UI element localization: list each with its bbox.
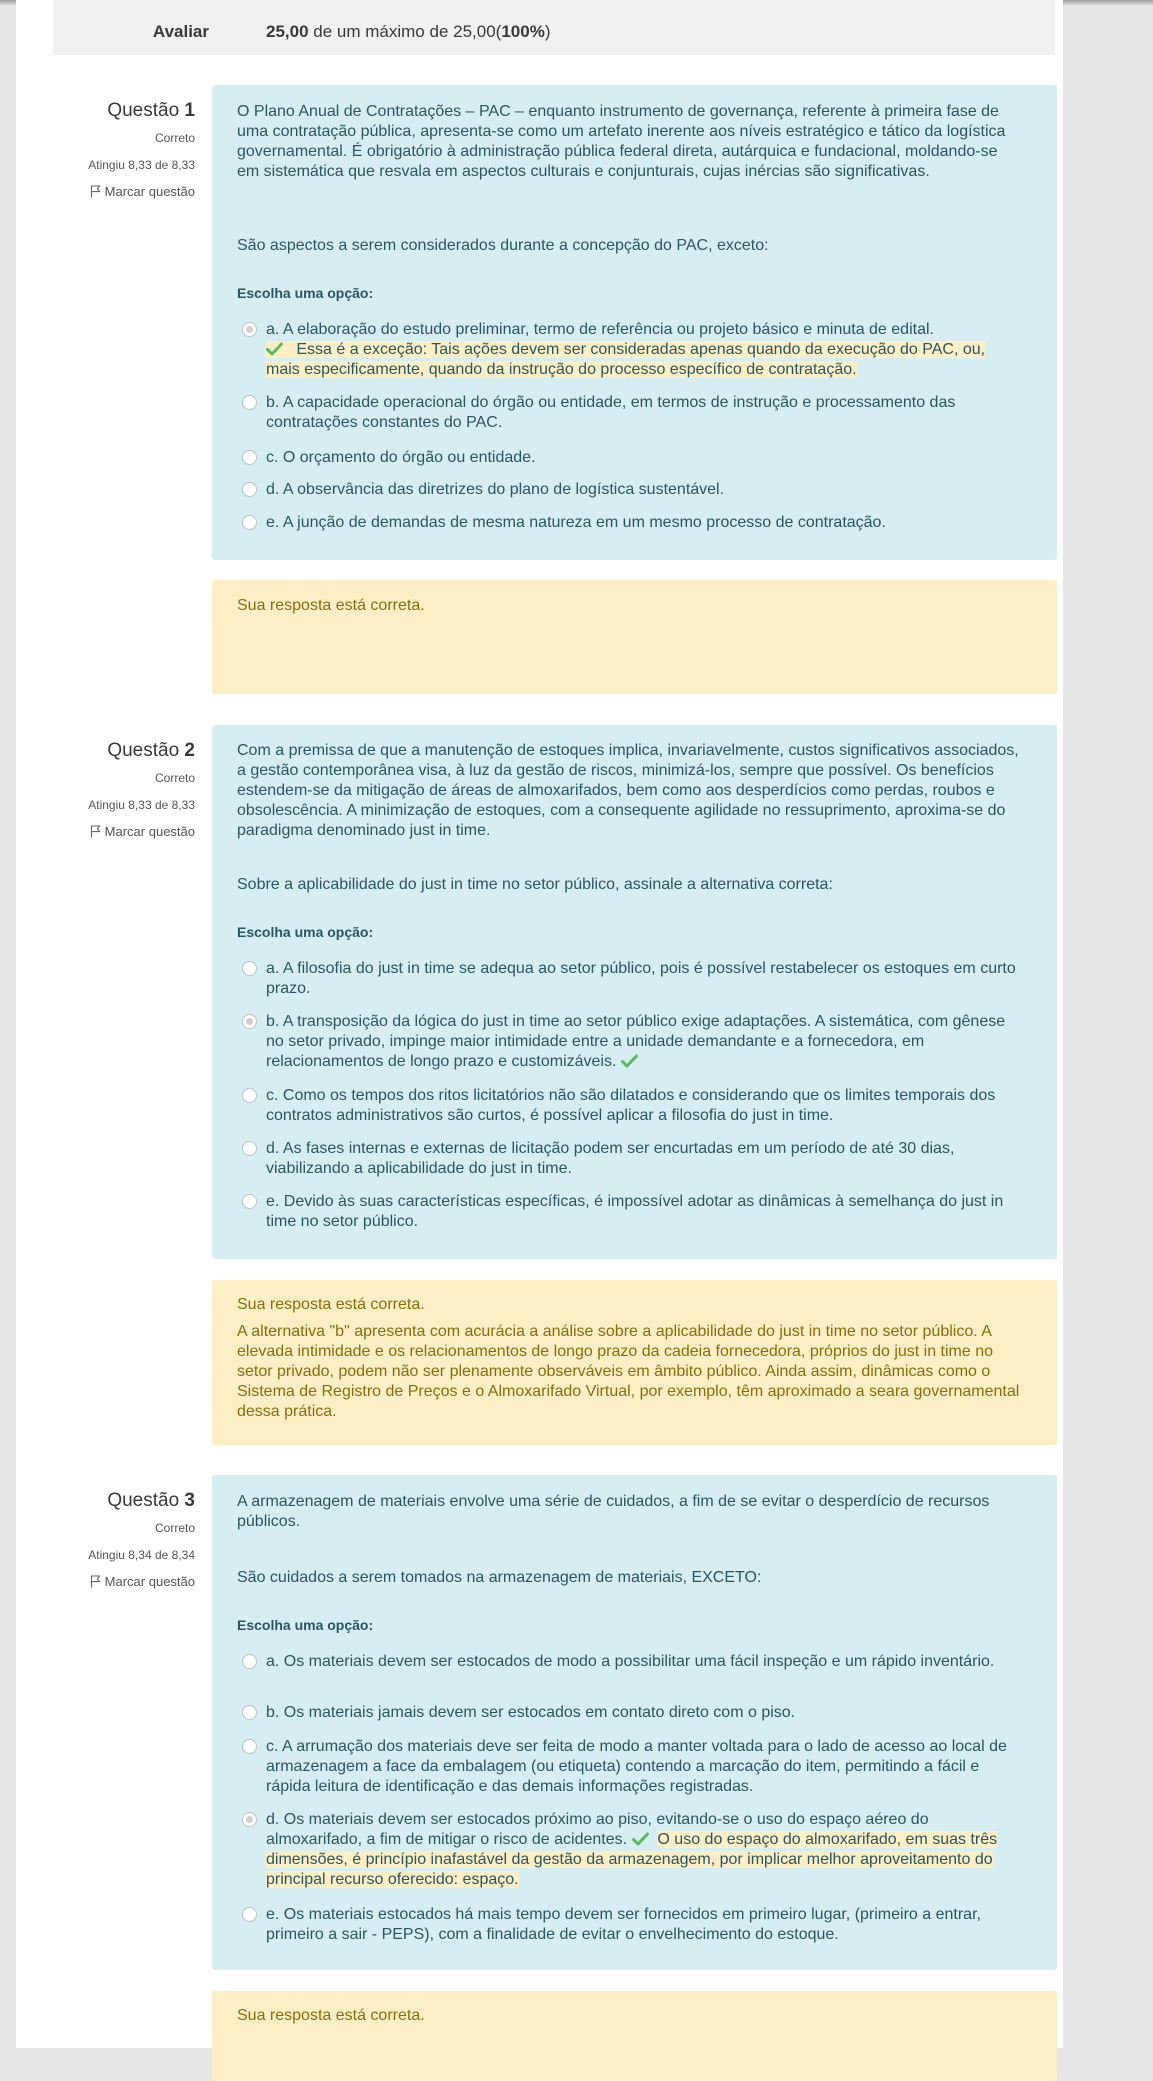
option-text	[266, 1810, 1022, 1890]
question-number-value: 3	[184, 1490, 195, 1511]
flag-icon	[90, 185, 101, 198]
question-prompt: Sobre a aplicabilidade do just in time no setor público, assinale a alternativa correta:	[237, 876, 833, 893]
option-text: b. A capacidade operacional do órgão ou entidade, em termos de instrução e processamento das contratações constantes do PAC.	[266, 394, 956, 431]
check-icon	[266, 342, 283, 356]
question-label: Questão	[107, 1490, 180, 1511]
question-text: O Plano Anual de Contratações – PAC – enquanto instrumento de governança, referente à primeira fase de uma contratação pública, apresenta-se como um artefato inerente aos níveis estratégico e tático da logística governamental. É obrigatório à administração pública federal direta, autárquica e fundacional, moldando-se em sistemática que resvala em aspectos culturais e conjunturais, cujas inércias são significativas.	[237, 103, 1006, 180]
option-radio[interactable]	[242, 961, 257, 976]
option-text: b. Os materiais jamais devem ser estocados em contato direto com o piso.	[266, 1704, 796, 1721]
choose-option-label: Escolha uma opção:	[237, 285, 374, 301]
option-radio[interactable]	[242, 1014, 257, 1029]
flag-question-link[interactable]	[16, 184, 195, 199]
question-grade: Atingiu 8,33 de 8,33	[88, 798, 195, 812]
question-content	[212, 725, 1057, 1259]
question-info	[16, 725, 195, 839]
quiz-review-page	[16, 0, 1063, 2048]
flag-question-label: Marcar questão	[104, 824, 195, 839]
question-prompt: São aspectos a serem considerados durante a concepção do PAC, exceto:	[237, 237, 769, 254]
option-text: d. A observância das diretrizes do plano de logística sustentável.	[266, 481, 725, 498]
option-feedback-text: Essa é a exceção: Tais ações devem ser consideradas apenas quando da execução do PAC, ou, mais especificamente, quando da instrução do processo específico de contratação.	[266, 341, 986, 378]
question-number	[16, 1490, 195, 1512]
flag-question-label: Marcar questão	[104, 1574, 195, 1589]
option-label: b. A transposição da lógica do just in time ao setor público exige adaptações. A sistemática, com gênese no setor privado, impinge maior intimidade entre a unidade demandante e a fornecedora, em relacionamentos de longo prazo e customizáveis.	[266, 1013, 1006, 1070]
feedback-general: A alternativa "b" apresenta com acurácia a análise sobre a aplicabilidade do just in time no setor público. A elevada intimidade e os relacionamentos de longo prazo da cadeia fornecedora, próprios do just in time no setor privado, podem não ser plenamente observáveis em âmbito público. Ainda assim, dinâmicas como o Sistema de Registro de Preços e o Almoxarifado Virtual, por exemplo, têm aproximado a seara governamental dessa prática.	[237, 1323, 1020, 1420]
option-radio[interactable]	[242, 1141, 257, 1156]
option-radio[interactable]	[242, 1705, 257, 1720]
question-grade: Atingiu 8,34 de 8,34	[88, 1548, 195, 1562]
option-feedback-text: O uso do espaço do almoxarifado, em suas três dimensões, é princípio inafastável da gestão da armazenagem, por implicar melhor aproveitamento do principal recurso oferecido: espaço.	[266, 1831, 998, 1888]
question-info	[16, 85, 195, 199]
option-radio[interactable]	[242, 1654, 257, 1669]
question-content	[212, 1475, 1057, 1970]
option-text	[266, 1012, 1022, 1072]
option-text	[266, 320, 1022, 380]
option-text: e. Devido às suas características específicas, é impossível adotar as dinâmicas à semelhança do just in time no setor público.	[266, 1193, 1004, 1230]
option-text: c. A arrumação dos materiais deve ser feita de modo a manter voltada para o lado de acesso ao local de armazenagem a face da embalagem (ou etiqueta) contendo a marcação do item, permitindo a fácil e rápida leitura de identificação e das demais informações registradas.	[266, 1738, 1007, 1795]
feedback-correct: Sua resposta está correta.	[237, 1296, 425, 1313]
question-label: Questão	[107, 100, 180, 121]
option-radio[interactable]	[242, 450, 257, 465]
question-text: A armazenagem de materiais envolve uma série de cuidados, a fim de se evitar o desperdício de recursos públicos.	[237, 1493, 990, 1530]
check-icon	[621, 1054, 638, 1068]
question-info	[16, 1475, 195, 1589]
option-label: a. A elaboração do estudo preliminar, termo de referência ou projeto básico e minuta de edital.	[266, 321, 934, 338]
option-text: a. Os materiais devem ser estocados de modo a possibilitar uma fácil inspeção e um rápido inventário.	[266, 1653, 995, 1670]
option-radio[interactable]	[242, 322, 257, 337]
grade-value	[266, 22, 550, 42]
question-prompt: São cuidados a serem tomados na armazenagem de materiais, EXCETO:	[237, 1569, 762, 1586]
check-icon	[632, 1832, 649, 1846]
option-text: c. O orçamento do órgão ou entidade.	[266, 449, 536, 466]
question-label: Questão	[107, 740, 180, 761]
grade-percent: 100%	[501, 22, 545, 41]
question-feedback	[212, 580, 1057, 694]
option-feedback	[266, 341, 985, 378]
option-radio[interactable]	[242, 1907, 257, 1922]
flag-icon	[90, 825, 101, 838]
question-number	[16, 740, 195, 762]
question-feedback	[212, 1280, 1057, 1445]
option-text: e. A junção de demandas de mesma natureza em um mesmo processo de contratação.	[266, 514, 886, 531]
question-grade: Atingiu 8,33 de 8,33	[88, 158, 195, 172]
flag-question-link[interactable]	[16, 824, 195, 839]
question-number-value: 1	[184, 100, 195, 121]
question-number	[16, 100, 195, 122]
option-radio[interactable]	[242, 1088, 257, 1103]
question-feedback	[212, 1991, 1057, 2081]
choose-option-label: Escolha uma opção:	[237, 1617, 374, 1633]
option-text: a. A filosofia do just in time se adequa ao setor público, pois é possível restabelecer os estoques em curto prazo.	[266, 960, 1016, 997]
choose-option-label: Escolha uma opção:	[237, 924, 374, 940]
option-radio[interactable]	[242, 482, 257, 497]
question-text: Com a premissa de que a manutenção de estoques implica, invariavelmente, custos significativos associados, a gestão contemporânea visa, à luz da gestão de riscos, minimizá-los, sempre que possível. Os benefícios estendem-se da mitigação de áreas de almoxarifados, bem como aos desperdícios como perdas, roubos e obsolescência. A minimização de estoques, com a consequente agilidade no ressuprimento, aproxima-se do paradigma denominado just in time.	[237, 742, 1019, 839]
grade-middle: de um máximo de 25,00(	[313, 22, 502, 41]
feedback-correct: Sua resposta está correta.	[237, 597, 425, 614]
question-number-value: 2	[184, 740, 195, 761]
feedback-correct: Sua resposta está correta.	[237, 2007, 425, 2024]
question-state: Correto	[154, 771, 195, 785]
grade-score: 25,00	[266, 22, 309, 41]
grade-summary-row	[53, 0, 1055, 55]
question-state: Correto	[154, 1521, 195, 1535]
option-radio[interactable]	[242, 1739, 257, 1754]
flag-icon	[90, 1575, 101, 1588]
option-label: d. Os materiais devem ser estocados próximo ao piso, evitando-se o uso do espaço aéreo do almoxarifado, a fim de mitigar o risco de acidentes.	[266, 1811, 929, 1848]
grade-label: Avaliar	[152, 22, 209, 41]
question-content	[212, 85, 1057, 560]
flag-question-label: Marcar questão	[104, 184, 195, 199]
option-text: c. Como os tempos dos ritos licitatórios não são dilatados e considerando que os limites temporais dos contratos administrativos são curtos, é possível aplicar a filosofia do just in time.	[266, 1087, 996, 1124]
option-radio[interactable]	[242, 1812, 257, 1827]
option-text: e. Os materiais estocados há mais tempo devem ser fornecidos em primeiro lugar, (primeiro a entrar, primeiro a sair - PEPS), com a finalidade de evitar o envelhecimento do estoque.	[266, 1906, 981, 1943]
flag-question-link[interactable]	[16, 1574, 195, 1589]
option-radio[interactable]	[242, 515, 257, 530]
grade-end: )	[544, 22, 551, 41]
option-radio[interactable]	[242, 1194, 257, 1209]
option-text: d. As fases internas e externas de licitação podem ser encurtadas em um período de até 30 dias, viabilizando a aplicabilidade do just in time.	[266, 1140, 955, 1177]
question-state: Correto	[154, 131, 195, 145]
option-radio[interactable]	[242, 395, 257, 410]
